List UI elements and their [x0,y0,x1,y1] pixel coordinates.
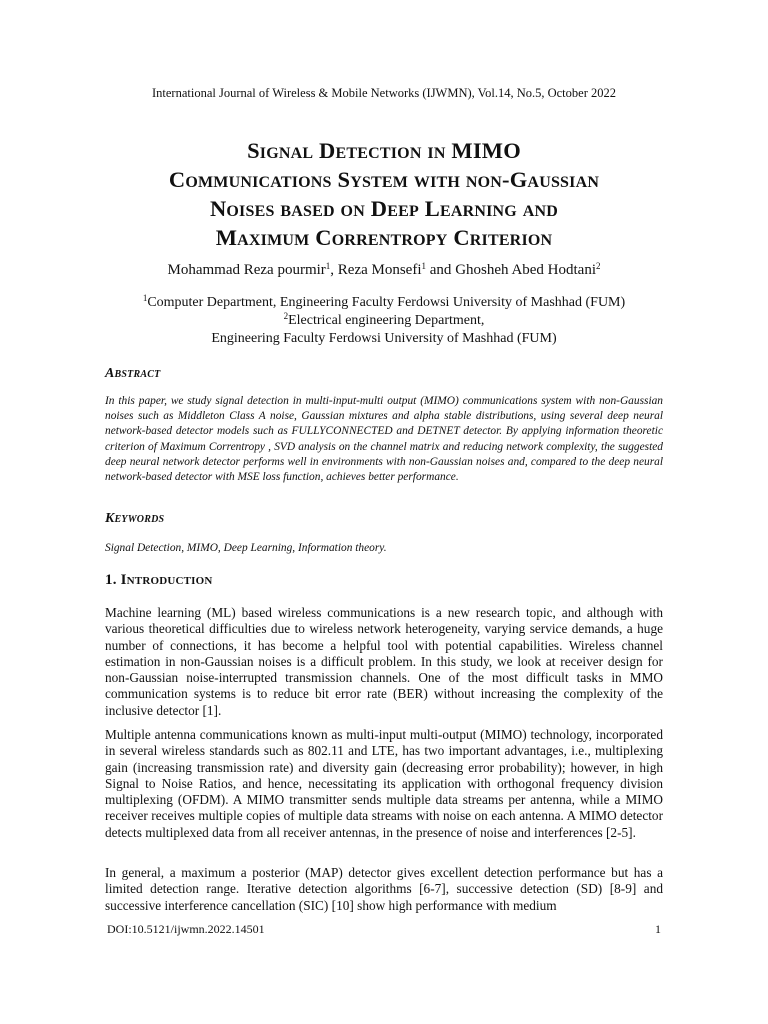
affiliation-line: Engineering Faculty Ferdowsi University of Mashhad (FUM) [211,331,557,346]
author-name: Ghosheh Abed Hodtani [455,262,597,278]
keywords-heading: Keywords [105,511,165,526]
doi: DOI:10.5121/ijwmn.2022.14501 [107,922,265,936]
author-affiliation-mark: 2 [596,261,601,271]
intro-paragraph: Multiple antenna communications known as multi-input multi-output (MIMO) technology, incorporated in several wireless standards such as 802.11 and LTE, has two important advantages, i.e., multiplexing gain (increasing transmission rate) and diversity gain (decreasing error probability); however, in high Signal to Noise Ratios, and hence, necessitating its application with orthogonal frequency division multiplexing (OFDM). A MIMO transmitter sends multiple data streams per antenna, while a MIMO receiver receives multiple copies of multiple data streams with noise on each antenna. A MIMO detector detects multiplexed data from all receiver antennas, in the presence of noise and interferences [2-5]. [105,727,663,840]
keywords-text: Signal Detection, MIMO, Deep Learning, Information theory. [105,542,387,554]
abstract-text: In this paper, we study signal detection in multi-input-multi output (MIMO) communications system with non-Gaussian noises such as Middleton Class A noise, Gaussian mixtures and alpha stable distributions, using several deep neural network-based detector models such as FULLYCONNECTED and DETNET detector. By applying information theoretic criterion of Maximum Correntropy , SVD analysis on the channel matrix and reducing network complexity, the suggested deep neural network detector performs well in environments with non-Gaussian noises and, compared to the deep neural network-based detector with MSE loss function, achieves better performance. [105,395,663,484]
affiliation-text: Electrical engineering Department, [288,313,485,328]
journal-header: International Journal of Wireless & Mobile Networks (IJWMN), Vol.14, No.5, October 2022 [151,86,616,100]
title-line: Maximum Correntropy Criterion [215,225,553,250]
author-separator: , [330,262,338,278]
affiliations [0,294,768,348]
title-line: Noises based on Deep Learning and [209,196,559,221]
intro-paragraph: In general, a maximum a posterior (MAP) detector gives excellent detection performance but has a limited detection range. Iterative detection algorithms [6-7], successive detection (SD) [8-9] and successive interference cancellation (SIC) [10] show high performance with medium [105,865,663,913]
author-list [0,262,768,279]
abstract-heading: Abstract [105,366,161,381]
author-affiliation-mark: 1 [421,261,427,271]
affiliation-mark: 2 [283,311,289,321]
page-number: 1 [655,922,661,936]
intro-paragraph: Machine learning (ML) based wireless communications is a new research topic, and although with various theoretical difficulties due to wireless network heterogeneity, varying service demands, a huge number of connections, it has become a helpful tool with potential capabilities. Wireless channel estimation in non-Gaussian noises is a difficult problem. In this study, we look at receiver design for non-Gaussian noise-interrupted transmission channels. One of the most difficult tasks in MMO communication systems is to reduce bit error rate (BER) without increasing the complexity of the inclusive detector [1]. [105,605,663,718]
title-line: Communications System with non-Gaussian [168,167,600,192]
author-affiliation-mark: 1 [325,261,331,271]
affiliation-mark: 1 [142,293,148,303]
introduction-heading: 1. Introduction [105,572,213,588]
author-name: Reza Monsefi [337,262,422,278]
title-line: Signal Detection in MIMO [247,138,521,163]
paper-title [60,136,708,252]
affiliation-text: Computer Department, Engineering Faculty Ferdowsi University of Mashhad (FUM) [147,295,626,310]
affiliation-line [0,294,768,312]
author-separator: and [426,262,456,278]
affiliation-line [0,312,768,330]
author-name: Mohammad Reza pourmir [167,262,326,278]
